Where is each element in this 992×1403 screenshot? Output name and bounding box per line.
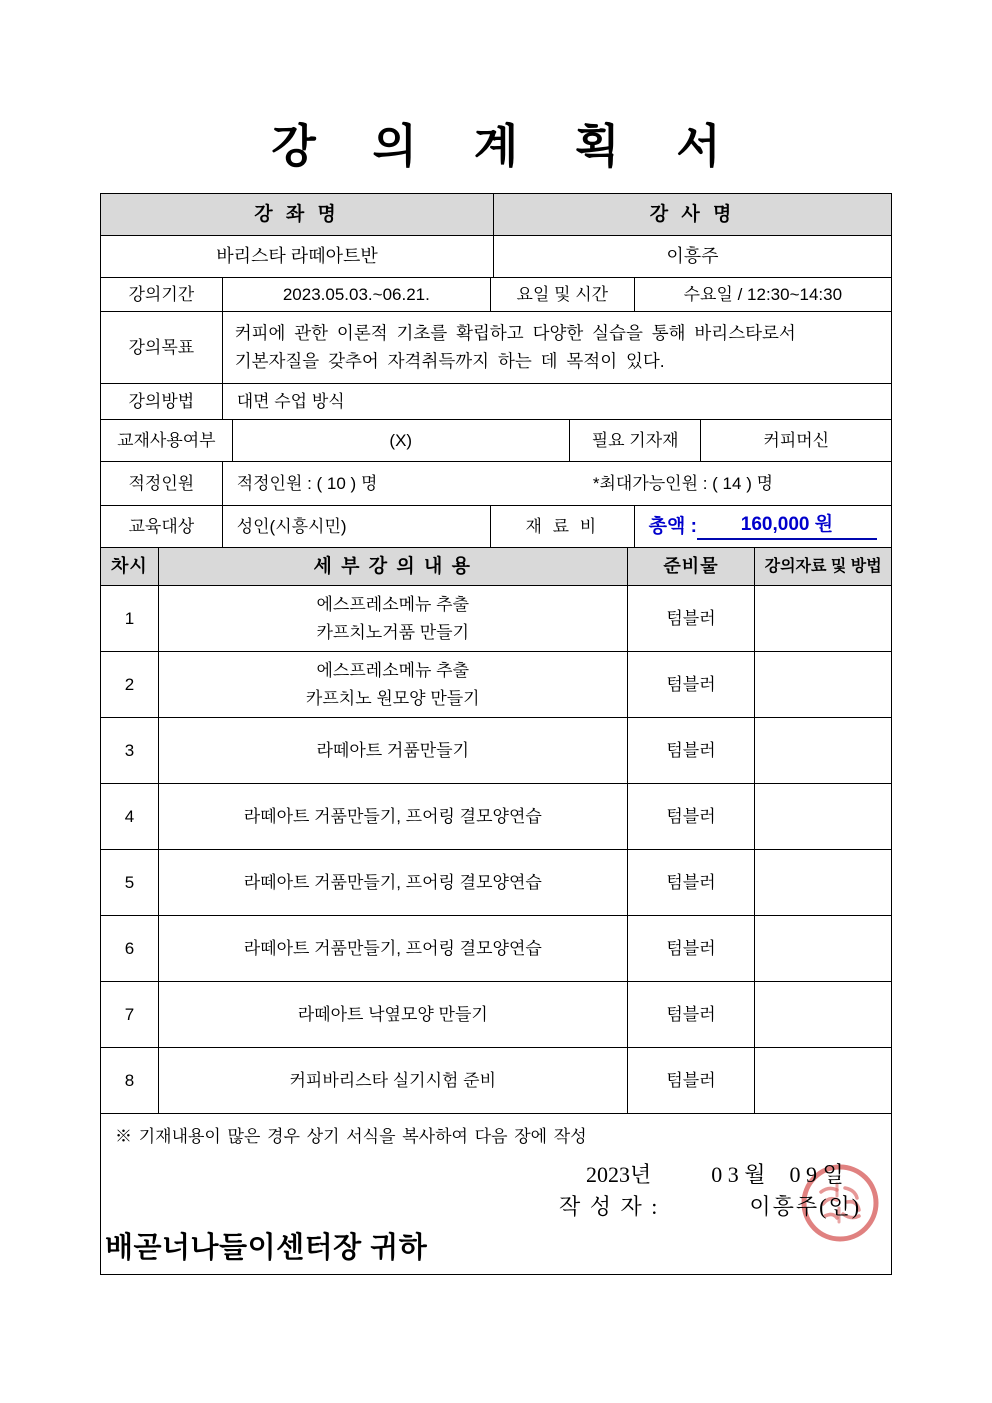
method-value: 대면 수업 방식 [223,384,891,420]
material-total-label: 총액 : [648,515,697,537]
schedule-row-3 [101,718,891,784]
session-number: 3 [101,718,159,784]
date-month: 0 3 월 [711,1162,766,1187]
goal-row [101,312,891,384]
content-line: 카프치노거품 만들기 [316,622,470,642]
schedule-row-7 [101,982,891,1048]
goal-value [223,312,891,384]
goal-label: 강의목표 [101,312,223,384]
capacity-value-cell [223,462,891,506]
writer-line [559,1193,861,1221]
material-total-value: 160,000 원 [697,513,877,540]
session-number: 7 [101,982,159,1048]
session-supplies: 텀블러 [628,784,756,850]
content-line: 에스프레소메뉴 추출 [316,661,470,681]
equipment-value: 커피머신 [701,420,891,462]
textbook-label: 교재사용여부 [101,420,233,462]
material-fee-label: 재 료 비 [491,506,635,548]
course-instructor-row [101,236,891,278]
session-materials [755,850,891,916]
session-number: 6 [101,916,159,982]
capacity-max-value: *최대가능인원 : ( 14 ) 명 [592,473,773,493]
capacity-row [101,462,891,506]
session-content: 라떼아트 낙옆모양 만들기 [159,982,628,1048]
copy-note: ※ 기재내용이 많은 경우 상기 서식을 복사하여 다음 장에 작성 [115,1127,587,1146]
schedule-row-4 [101,784,891,850]
audience-value: 성인(시흥시민) [223,506,491,548]
session-supplies: 텀블러 [628,982,756,1048]
schedule-row-2 [101,652,891,718]
session-content [159,652,628,718]
capacity-label: 적정인원 [101,462,223,506]
method-label: 강의방법 [101,384,223,420]
lecture-plan-table [100,193,892,1275]
goal-line-1: 커피에 관한 이론적 기초를 확립하고 다양한 실습을 통해 바리스타로서 [234,322,796,343]
written-date [586,1161,844,1189]
audience-row [101,506,891,548]
schedule-row-8 [101,1048,891,1114]
date-year: 2023년 [586,1162,652,1187]
schedule-header-materials: 강의자료 및 방법 [755,548,891,586]
session-content: 라떼아트 거품만들기 [159,718,628,784]
session-materials [755,982,891,1048]
material-fee-value-cell [635,506,891,548]
recipient-line: 배곧너나들이센터장 귀하 [105,1231,428,1264]
session-materials [755,784,891,850]
session-number: 5 [101,850,159,916]
schedule-header-session: 차시 [101,548,159,586]
content-line: 카프치노 원모양 만들기 [305,688,480,708]
signature-section [101,1114,891,1274]
period-label: 강의기간 [101,278,223,312]
schedule-row-6 [101,916,891,982]
day-time-label: 요일 및 시간 [491,278,635,312]
textbook-row [101,420,891,462]
session-materials [755,1048,891,1114]
period-row [101,278,891,312]
session-number: 4 [101,784,159,850]
session-supplies: 텀블러 [628,1048,756,1114]
session-content: 라떼아트 거품만들기, 프어링 결모양연습 [159,850,628,916]
session-supplies: 텀블러 [628,652,756,718]
session-materials [755,586,891,652]
session-content: 라떼아트 거품만들기, 프어링 결모양연습 [159,916,628,982]
instructor-name-header: 강 사 명 [494,194,891,236]
session-materials [755,718,891,784]
course-name-value: 바리스타 라떼아트반 [101,236,494,278]
session-supplies: 텀블러 [628,850,756,916]
period-value: 2023.05.03.~06.21. [223,278,491,312]
equipment-label: 필요 기자재 [570,420,702,462]
content-line: 에스프레소메뉴 추출 [316,595,470,615]
session-number: 2 [101,652,159,718]
writer-name: 이흥주(인) [749,1194,862,1219]
instructor-name-value: 이흥주 [494,236,891,278]
session-materials [755,652,891,718]
schedule-row-5 [101,850,891,916]
course-name-header: 강 좌 명 [101,194,494,236]
session-materials [755,916,891,982]
session-number: 1 [101,586,159,652]
textbook-value: (X) [233,420,570,462]
schedule-header-row [101,548,891,586]
date-day: 0 9 일 [789,1162,844,1187]
schedule-header-supplies: 준비물 [628,548,756,586]
session-content: 라떼아트 거품만들기, 프어링 결모양연습 [159,784,628,850]
session-number: 8 [101,1048,159,1114]
signature-section-row [101,1114,891,1274]
table-header-row [101,194,891,236]
schedule-row-1 [101,586,891,652]
day-time-value: 수요일 / 12:30~14:30 [635,278,891,312]
method-row [101,384,891,420]
schedule-header-content: 세 부 강 의 내 용 [159,548,628,586]
goal-line-2: 기본자질을 갖추어 자격취득까지 하는 데 목적이 있다. [234,350,665,371]
capacity-value: 적정인원 : ( 10 ) 명 [236,473,378,493]
writer-label: 작 성 자 : [559,1194,660,1219]
session-content [159,586,628,652]
session-supplies: 텀블러 [628,586,756,652]
session-supplies: 텀블러 [628,916,756,982]
session-supplies: 텀블러 [628,718,756,784]
page-title: 강 의 계 획 서 [271,120,743,172]
session-content: 커피바리스타 실기시험 준비 [159,1048,628,1114]
audience-label: 교육대상 [101,506,223,548]
